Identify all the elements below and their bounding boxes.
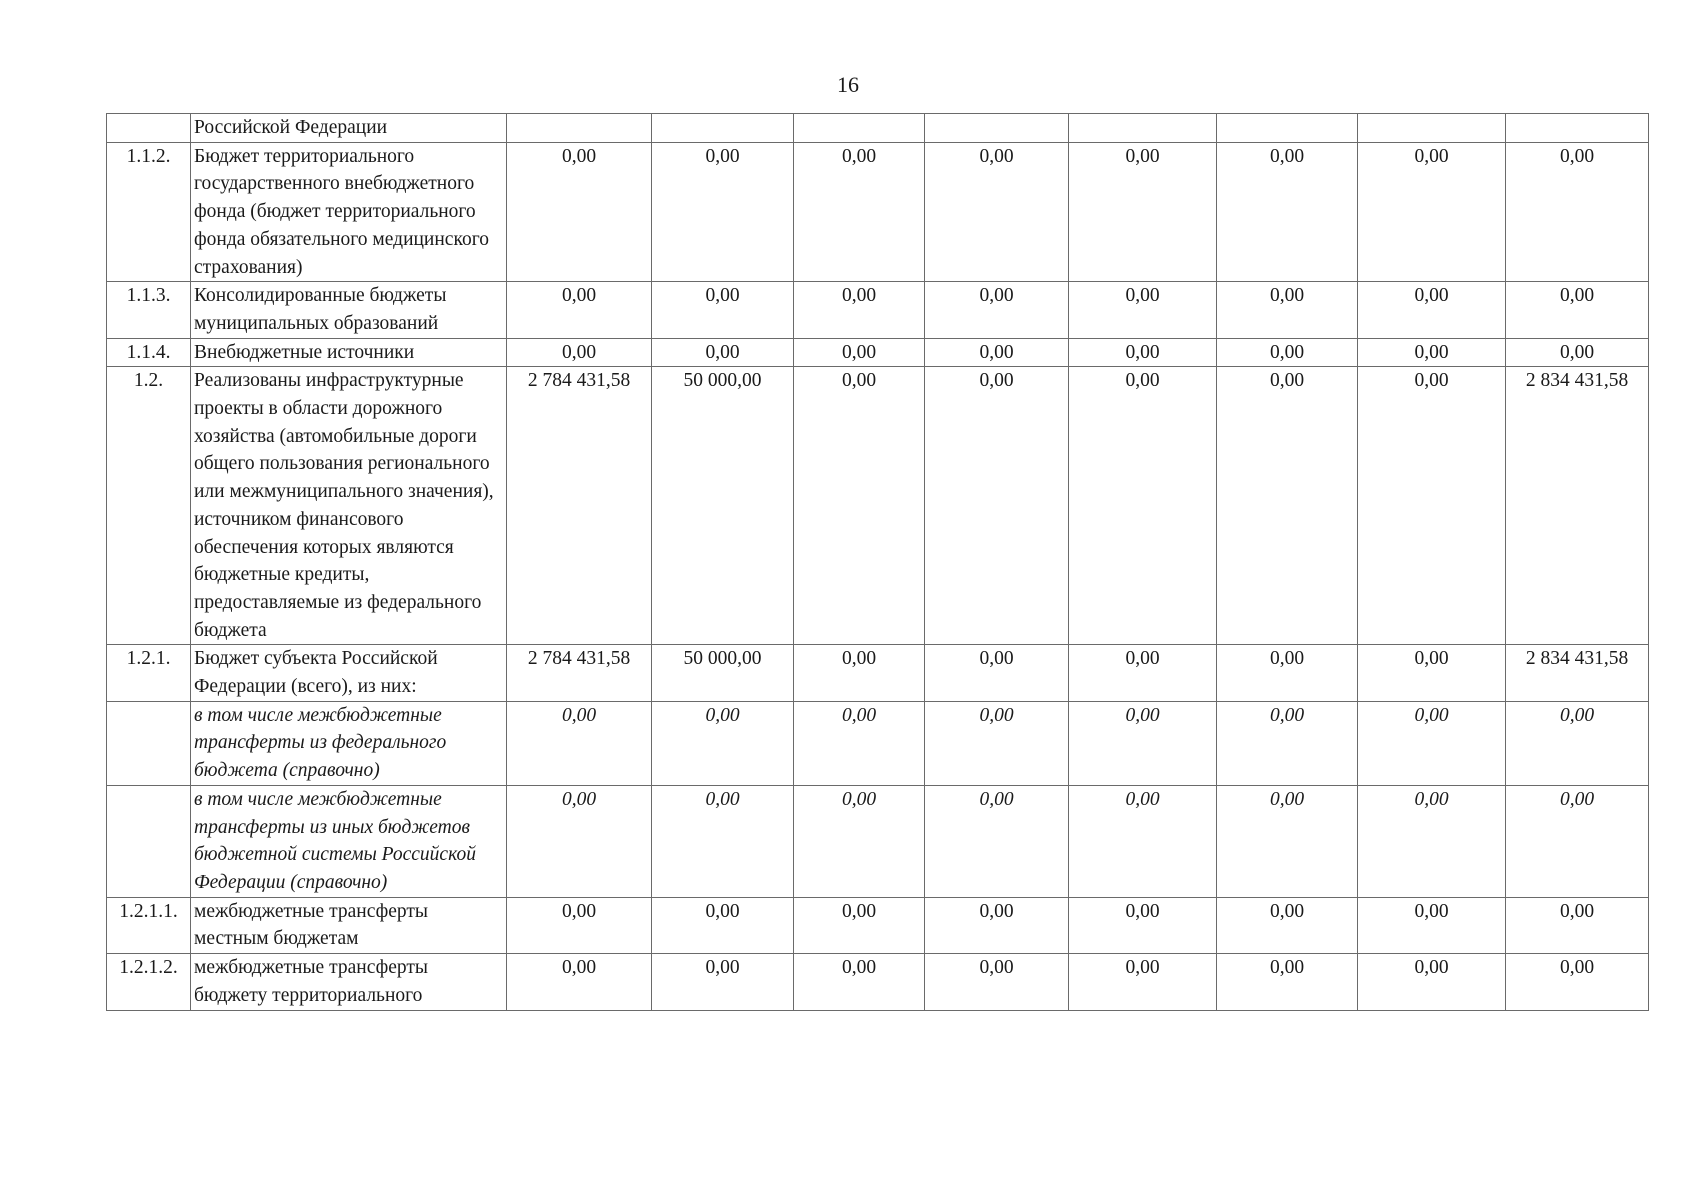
value-cell: 0,00 — [1217, 142, 1358, 282]
value-cell: 0,00 — [507, 282, 652, 338]
row-code: 1.2.1. — [107, 645, 191, 701]
value-cell: 0,00 — [1217, 897, 1358, 953]
value-cell: 0,00 — [794, 282, 925, 338]
value-cell: 0,00 — [1069, 338, 1217, 367]
value-cell: 0,00 — [925, 142, 1069, 282]
table-row — [107, 338, 1649, 367]
value-cell: 0,00 — [1358, 897, 1506, 953]
value-cell: 0,00 — [507, 954, 652, 1010]
value-cell: 0,00 — [507, 338, 652, 367]
value-cell — [1358, 114, 1506, 143]
value-cell: 0,00 — [1217, 954, 1358, 1010]
row-code: 1.1.2. — [107, 142, 191, 282]
row-name: Бюджет субъекта Российской Федерации (всего), из них: — [191, 645, 507, 701]
value-cell: 0,00 — [925, 645, 1069, 701]
value-cell: 0,00 — [652, 954, 794, 1010]
value-cell: 2 784 431,58 — [507, 367, 652, 645]
value-cell: 0,00 — [1358, 701, 1506, 785]
value-cell: 0,00 — [1358, 338, 1506, 367]
row-code: 1.2.1.1. — [107, 897, 191, 953]
value-cell: 0,00 — [652, 785, 794, 897]
row-code — [107, 701, 191, 785]
table-row — [107, 645, 1649, 701]
row-code — [107, 114, 191, 143]
value-cell: 0,00 — [794, 954, 925, 1010]
row-name: в том числе межбюджетные трансферты из иных бюджетов бюджетной системы Российской Федерации (справочно) — [191, 785, 507, 897]
value-cell: 0,00 — [1506, 282, 1649, 338]
value-cell: 0,00 — [925, 897, 1069, 953]
value-cell: 0,00 — [1358, 645, 1506, 701]
value-cell: 0,00 — [1069, 954, 1217, 1010]
row-name: межбюджетные трансферты бюджету территориального — [191, 954, 507, 1010]
value-cell: 0,00 — [1217, 785, 1358, 897]
value-cell: 0,00 — [1358, 142, 1506, 282]
row-name: Внебюджетные источники — [191, 338, 507, 367]
value-cell: 0,00 — [794, 645, 925, 701]
value-cell: 0,00 — [507, 897, 652, 953]
value-cell: 0,00 — [507, 785, 652, 897]
value-cell: 0,00 — [1069, 282, 1217, 338]
value-cell: 0,00 — [1069, 142, 1217, 282]
row-code — [107, 785, 191, 897]
value-cell: 0,00 — [794, 338, 925, 367]
value-cell — [507, 114, 652, 143]
value-cell: 0,00 — [794, 785, 925, 897]
value-cell: 0,00 — [1506, 785, 1649, 897]
value-cell: 0,00 — [1358, 785, 1506, 897]
value-cell: 0,00 — [1358, 367, 1506, 645]
value-cell: 0,00 — [1506, 897, 1649, 953]
row-name: Бюджет территориального государственного внебюджетного фонда (бюджет территориального фонда обязательного медицинского страхования) — [191, 142, 507, 282]
row-code: 1.2. — [107, 367, 191, 645]
table-body — [107, 114, 1649, 1011]
value-cell: 0,00 — [1069, 645, 1217, 701]
row-code: 1.1.3. — [107, 282, 191, 338]
value-cell — [794, 114, 925, 143]
value-cell: 0,00 — [794, 367, 925, 645]
table-row — [107, 701, 1649, 785]
value-cell: 2 834 431,58 — [1506, 645, 1649, 701]
value-cell — [925, 114, 1069, 143]
value-cell: 0,00 — [1506, 142, 1649, 282]
row-name: Консолидированные бюджеты муниципальных образований — [191, 282, 507, 338]
value-cell: 0,00 — [925, 785, 1069, 897]
value-cell: 0,00 — [1217, 282, 1358, 338]
value-cell — [1217, 114, 1358, 143]
value-cell: 0,00 — [1069, 897, 1217, 953]
value-cell: 0,00 — [652, 338, 794, 367]
value-cell: 0,00 — [794, 897, 925, 953]
value-cell: 0,00 — [652, 897, 794, 953]
value-cell: 0,00 — [1217, 367, 1358, 645]
value-cell: 0,00 — [507, 142, 652, 282]
value-cell: 0,00 — [1506, 701, 1649, 785]
value-cell: 0,00 — [925, 282, 1069, 338]
value-cell — [1506, 114, 1649, 143]
value-cell: 0,00 — [1358, 282, 1506, 338]
table-row — [107, 785, 1649, 897]
value-cell: 0,00 — [925, 367, 1069, 645]
value-cell: 0,00 — [925, 954, 1069, 1010]
table-row — [107, 114, 1649, 143]
row-name: межбюджетные трансферты местным бюджетам — [191, 897, 507, 953]
value-cell: 0,00 — [652, 282, 794, 338]
value-cell: 0,00 — [925, 338, 1069, 367]
value-cell — [1069, 114, 1217, 143]
budget-table — [106, 113, 1649, 1011]
row-name: Реализованы инфраструктурные проекты в области дорожного хозяйства (автомобильные дороги общего пользования регионального или межмуниципального значения), источником финансового обеспечения которых являются бюджетные кредиты, предоставляемые из федерального бюджета — [191, 367, 507, 645]
value-cell: 0,00 — [1217, 338, 1358, 367]
value-cell: 0,00 — [1358, 954, 1506, 1010]
row-name: в том числе межбюджетные трансферты из федерального бюджета (справочно) — [191, 701, 507, 785]
value-cell: 0,00 — [1069, 367, 1217, 645]
value-cell: 50 000,00 — [652, 645, 794, 701]
value-cell: 0,00 — [1506, 338, 1649, 367]
value-cell: 0,00 — [1217, 701, 1358, 785]
value-cell: 0,00 — [794, 701, 925, 785]
value-cell: 0,00 — [794, 142, 925, 282]
value-cell: 0,00 — [507, 701, 652, 785]
table-row — [107, 367, 1649, 645]
value-cell: 0,00 — [1217, 645, 1358, 701]
value-cell: 0,00 — [1069, 785, 1217, 897]
value-cell: 0,00 — [925, 701, 1069, 785]
row-code: 1.2.1.2. — [107, 954, 191, 1010]
value-cell: 50 000,00 — [652, 367, 794, 645]
value-cell: 0,00 — [652, 142, 794, 282]
value-cell: 2 784 431,58 — [507, 645, 652, 701]
value-cell — [652, 114, 794, 143]
table-row — [107, 954, 1649, 1010]
value-cell: 0,00 — [652, 701, 794, 785]
table-row — [107, 142, 1649, 282]
value-cell: 0,00 — [1506, 954, 1649, 1010]
table-row — [107, 282, 1649, 338]
table-row — [107, 897, 1649, 953]
row-code: 1.1.4. — [107, 338, 191, 367]
value-cell: 2 834 431,58 — [1506, 367, 1649, 645]
page-number: 16 — [837, 72, 859, 97]
value-cell: 0,00 — [1069, 701, 1217, 785]
row-name: Российской Федерации — [191, 114, 507, 143]
